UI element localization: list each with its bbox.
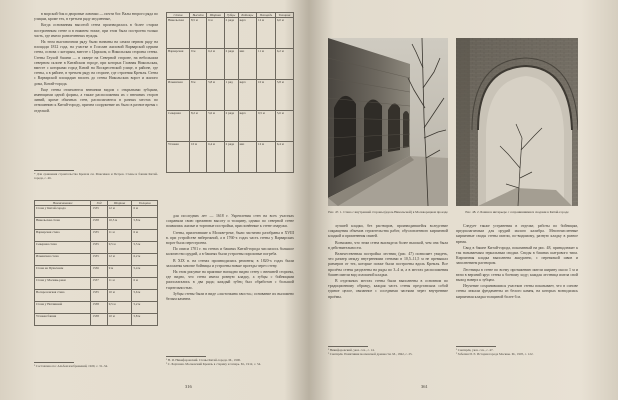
table-cell: 2 ряда (224, 111, 238, 142)
table-row (35, 242, 158, 254)
table-cell: 8 м (190, 80, 207, 111)
table-cell: Северная стена (35, 242, 91, 254)
table-cell: 6,2 м (275, 49, 293, 80)
table-cell: Угловая (167, 142, 190, 173)
footnote-rule-5 (456, 346, 496, 347)
table-cell: 8,2 м (190, 111, 207, 142)
table-header-cell: Площадь (256, 13, 275, 18)
table-header-cell: Ширина (107, 201, 132, 206)
table-cell: 5,8 м (132, 218, 158, 230)
table-cell: 6 м (132, 278, 158, 290)
table-cell: 12 м (107, 254, 132, 266)
table-cell: 10,5 м (107, 218, 132, 230)
table-cell: 6,4 м (207, 142, 224, 173)
figure-47-caption: Рис. 47. 1. Стена с внутренней стороны (вдоль Никольской) в Москворецком проезде (328, 210, 448, 214)
table-header-cell: Толщина (275, 13, 293, 18)
table-cell: 11 м (107, 230, 132, 242)
table-header-cell: Зубцы (224, 13, 238, 18)
figure-48-caption: Рис. 48. 2. Башня в интерьере с сохранившимися сводами в Китай-городе (465, 210, 569, 214)
table-cell: Варварская стена (35, 230, 91, 242)
table-header-cell: Толщина (132, 201, 158, 206)
paragraph: Возможно, что этим стена выглядела более высокой, чем она была в действительности. (328, 240, 448, 250)
table-cell: Никольская (167, 18, 190, 49)
paragraph: Зубцы стены были в виде «ласточкина хвоста»; основание их выложено белым камнем. (166, 291, 294, 302)
table-cell: 6,2 м (132, 254, 158, 266)
table-row (167, 18, 294, 49)
left-column2-footnotes (166, 358, 294, 367)
paragraph: ¹ Снегирёв, указ. соч., с. 47. (456, 348, 494, 352)
table-cell: 1535 (91, 242, 107, 254)
paragraph: В отдельных местах стены были выполнены в основном по традиционному образцу, каждая часть стены представляла собой единое целое, связанное с соседними частями через внутренние проёмы. (328, 279, 448, 299)
table-cell: 12 м (256, 18, 275, 49)
paragraph: Изучение сохранившихся участков стены показывает, что в основе стены лежали фундаменты из белого камня, на которых возводилась кирпичная кладка толщиной более 6 м. (456, 284, 578, 299)
table-row (167, 80, 294, 111)
table-cell: 5,8 м (132, 314, 158, 326)
right-column1-text (328, 224, 448, 301)
table-cell: Стена у Москвы-реки (35, 278, 91, 290)
paragraph: Свод в башне Китай-города, показанный на рис. 48, принадлежит к так называемым зеркальным сводам. Своды в башнях шатрового типа. Кирпичная кладка выполнена аккуратно, с перевязкой швов и заполнением раствором. (456, 245, 578, 266)
paragraph: ² С. Бартенев. Московский Кремль в старину и теперь. М., 1912, с. 54. (166, 362, 261, 367)
table-cell: 5,6 м (132, 290, 158, 302)
table-cell: 2 ряда (224, 18, 238, 49)
table-header-cell: Бойницы (238, 13, 256, 18)
left-column2-text (166, 214, 294, 303)
table-cell: 1536 (91, 266, 107, 278)
table-cell: 9 м (107, 266, 132, 278)
walls-dimensions-table (34, 200, 158, 326)
paragraph: для последних лет — 1618 г. Укрепления стен на всех участках сохраняли свою прежнюю высоту и толщину, однако по северной стене появились жилые и торговые постройки, прислонённые к стене снаружи. (166, 214, 294, 229)
vaulted-tower-photo (456, 38, 578, 206)
table-cell: 10 м (107, 290, 132, 302)
table-cell: Стена на Пушечном (35, 266, 91, 278)
table-row (35, 230, 158, 242)
table-cell: Никольская стена (35, 218, 91, 230)
footnote-rule (34, 170, 74, 171)
table-row (167, 142, 294, 173)
paragraph: Лестницы в стене по всему протяжению имели ширину около 1 м и вели в верхний ярус стены к боевому ходу; каждая лестница имела свой выход наверх к зубцам. (456, 267, 578, 283)
page-number-left: 316 (185, 384, 192, 389)
paragraph: Следует также устранения в отделке, работы по бойницам, предполагаемым для орудий малого калибра. Многочисленные кирпичные своды стены имели, по-видимому, разную кладку в разное время. (456, 224, 578, 244)
table-cell: 1 ряд (224, 80, 238, 111)
paragraph: Величественная постройка лестниц (рис. 47) позволяет увидеть, что размер между внутренними стенами в 10,5–11,5 м не превышал размеров от тех, которые позже были построены вдоль Кремля. Все пролёты стены разделены на ряды по 3–4 м, а в местах расположения башен имели вид сплошной кладки. (328, 252, 448, 277)
table-cell: 5,5 м (132, 242, 158, 254)
table-cell: 1538 (91, 218, 107, 230)
table-cell: низ (238, 49, 256, 80)
table-cell: 1538 (91, 314, 107, 326)
table-row (167, 111, 294, 142)
table-cell: 1537 (91, 278, 107, 290)
table-cell: 1535 (91, 230, 107, 242)
footnote-rule-4 (328, 346, 368, 347)
table-cell: 1535 (91, 254, 107, 266)
table-row (35, 266, 158, 278)
table-cell: 12 м (107, 206, 132, 218)
table-cell: 6,0 м (275, 18, 293, 49)
table-cell: 9 м (190, 49, 207, 80)
table-cell: 6,4 м (275, 142, 293, 173)
table-header-cell: Ширина (207, 13, 224, 18)
table-cell: 1535 (91, 206, 107, 218)
paragraph: в морской бок и дворовые лавочки — почти бог. Валы второго ряда по улицам, кроме тех, в третьем ряду медленные, (34, 12, 158, 22)
right-column1-footnotes (328, 348, 448, 357)
right-page (309, 0, 618, 400)
table-header-cell: Наименование (35, 201, 91, 206)
table-cell: 10 м (107, 314, 132, 326)
paragraph: В XIX в. на стенах производились ремонты; в 1820-х годах были заложены многие бойницы и устроены новые проезды через стену. (166, 258, 294, 268)
table-cell: Угловая башня (35, 314, 91, 326)
table-cell: 5,8 м (207, 80, 224, 111)
table-cell: 5,2 м (132, 302, 158, 314)
table-cell: 8,5 м (190, 18, 207, 49)
page-number-right: 361 (421, 384, 428, 389)
table-cell: 5,6 м (207, 111, 224, 142)
paragraph: На этом рисунке на практике наглядно видно стену с внешней стороны, где видно, что стена имела ровную кладку, а зубцы с бойницами располагались в два ряда; каждый зубец был обработан с большой тщательностью. (166, 270, 294, 290)
table-cell: 2 ряда (224, 49, 238, 80)
table-cell: Варварская (167, 49, 190, 80)
table-cell: 10 м (190, 142, 207, 173)
table-cell: 6 м (132, 230, 158, 242)
table-cell: 10 м (256, 80, 275, 111)
paragraph: Когда основанная высотой стена производилась в более старом построенным стене и в нижнем этаже, при этом была построена только часть, где имело развлеченных нужды. (34, 23, 158, 38)
table-cell: Стена у Неглинной (35, 302, 91, 314)
table-header-row (35, 201, 158, 206)
footnote-rule-2 (34, 362, 74, 363)
paragraph: лучшей кладки, без растворов, производившейся вследствие сокращения объемов строительства работ, обусловленного кирпичной кладкой и применения связей. (328, 224, 448, 239)
table-header-cell: Высота (190, 13, 207, 18)
table-cell: Воскресенская стена (35, 290, 91, 302)
table-header-cell: Стена (167, 13, 190, 18)
table-row (167, 49, 294, 80)
table-row (35, 290, 158, 302)
paragraph: Еще стены отличаются внешним видом с открытыми зубцами, имеющими одной формы, а также расположения их с внешних сторон линий, кроме обычных стен, располагаются в разных местах по отношению к Китай-городу, причем сооружение их было в разное время с отделкой. (34, 87, 158, 113)
table-cell: 6 м (207, 18, 224, 49)
table-cell: 2 ряда (224, 142, 238, 173)
figure-48-photo (456, 38, 578, 206)
table-cell: Северная (167, 111, 190, 142)
table-cell: 1538 (91, 302, 107, 314)
table-cell: 9,5 м (107, 302, 132, 314)
table-row (35, 254, 158, 266)
paragraph: Стены, прилегавшие к Москве-реке, были частично разобраны в XVIII в. при устройстве набережной, а в 1760-х годах часть стены у Варварских ворот была перестроена. (166, 230, 294, 246)
table-row (35, 302, 158, 314)
paragraph: ¹ Никифоровский, указ. соч., с. 14. (328, 348, 375, 352)
table-cell: 11 м (256, 49, 275, 80)
wall-arcade-photo (328, 38, 448, 206)
left-column1-text (34, 12, 158, 115)
table-cell: 6 м (132, 206, 158, 218)
table-cell: Стена у Китай-города (35, 206, 91, 218)
table-cell: 11 м (107, 278, 132, 290)
table-cell: верх (238, 80, 256, 111)
footnote-rule-3 (166, 356, 206, 357)
paragraph: На этом выставочном ряду были названы на самом первом ряду на площади 1812 года, на участке в Госплан жиловой Варварской церкви стена, основа с которым, вместе с Царском, и Никольская стороны стены. Стены Глухой башни — в сквере на Северной стороне, на небольшом северном склоне в Китайском городе, при которых Главная Никольская, вместе с которыми город Китай на Воскресенской улице, в районе, где стены, а в районе, в третьем ряду на стороне, где строения Кремля. Стена с Варварской площадью вплоть до стены Никольских ворот и жилого дома, Китай-города. (34, 40, 158, 86)
table-row (35, 314, 158, 326)
paragraph: ¹ Н. Я. Никифоровский. Стены Китай-города. М., 1900. (166, 358, 241, 362)
table-header-cell: Год (91, 201, 107, 206)
paragraph: ² Забелин И. Е. История города Москвы. М., 1905, с. 122. (456, 352, 534, 357)
table-cell: 9,5 м (107, 242, 132, 254)
table-cell: 6,2 м (207, 49, 224, 80)
figure-47-photo (328, 38, 448, 206)
table-cell: 5,8 м (275, 80, 293, 111)
left-column1-footnote: * Для сравнения строительства Кремля см. Максимов и Петров. Стены и башни Китай-города, с. 46. (34, 172, 158, 181)
table-row (35, 218, 158, 230)
table-cell: 9,5 м (256, 111, 275, 142)
table-row (35, 278, 158, 290)
right-column2-text (456, 224, 578, 301)
table-cell: низ (238, 142, 256, 173)
paragraph: ² Снегирёв. Памятники московской древности. М., 1842, с. 25. (328, 352, 413, 357)
table-cell: 5,6 м (275, 111, 293, 142)
right-column2-footnotes (456, 348, 578, 357)
table-cell: 1535 (91, 290, 107, 302)
table-cell: верх (238, 111, 256, 142)
table1-footnote: ¹ Составлено по: Альбом изображений, 1929, с. 31–34. (34, 364, 108, 368)
table-cell: 12 м (256, 142, 275, 173)
table-cell: Ильинская стена (35, 254, 91, 266)
table-cell: 5,4 м (132, 266, 158, 278)
table-cell: Ильинская (167, 80, 190, 111)
paragraph: По описи 1701 г. на стенах и башнях Китай-города числилось большое количество орудий, а в башнях были устроены пороховые погреба. (166, 247, 294, 257)
walls-characteristics-table (166, 12, 294, 173)
table-cell: верх (238, 18, 256, 49)
table-row (35, 206, 158, 218)
